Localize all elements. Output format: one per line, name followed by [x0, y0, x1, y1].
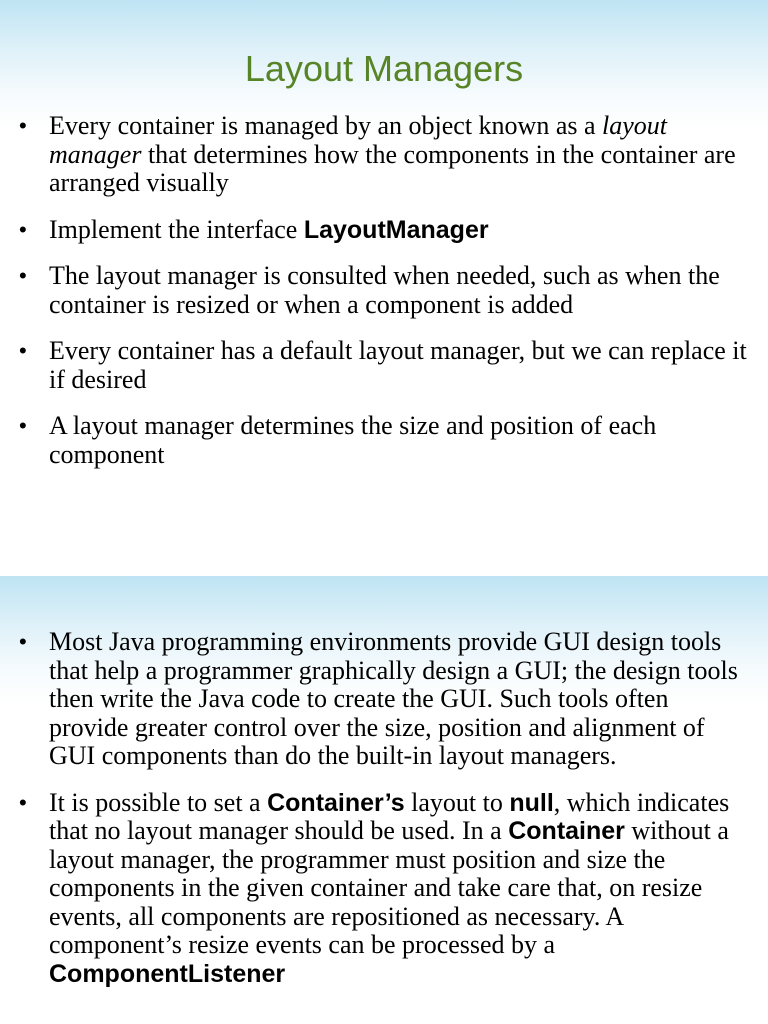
code-term-null: null [509, 788, 554, 817]
slide-gui-design-tools [0, 576, 768, 1024]
bullet-list [0, 112, 768, 487]
bullet-item [0, 628, 768, 771]
bullet-text: Most Java programming environments provide GUI design tools that help a programmer graphically design a GUI; the design tools then write the Java code to create the GUI. Such tools often provide greater control over the size, position and alignment of GUI components than do the built-in layout managers. [49, 627, 738, 770]
bullet-item [0, 412, 768, 469]
code-term-containers: Container’s [267, 788, 405, 817]
bullet-text: Every container has a default layout manager, but we can replace it if desired [49, 336, 747, 394]
bullet-item [0, 337, 768, 394]
bullet-text: Every container is managed by an object known as a [49, 111, 603, 140]
bullet-text: , which indicates that no layout manager should be used. In a [49, 787, 730, 845]
bullet-text: layout to [404, 787, 510, 817]
code-term-layoutmanager: LayoutManager [303, 215, 489, 244]
bullet-item [0, 789, 768, 989]
bullet-item [0, 112, 768, 198]
bullet-text: that determines how the components in the container are arranged visually [49, 139, 736, 197]
term-layout-manager: layout manager [49, 111, 668, 169]
code-term-container: Container [508, 817, 625, 845]
code-term-componentlistener: ComponentListener [49, 959, 286, 988]
bullet-text: It is possible to set a [49, 787, 268, 817]
slide-title: Layout Managers [244, 48, 524, 89]
bullet-text: without a layout manager, the programmer must position and size the components in the given container and take care that, on resize events, all components are repositioned as necessary. A component’s resize events can be processed by a [49, 816, 729, 959]
bullet-item [0, 262, 768, 319]
bullet-text: Implement the interface [49, 214, 304, 244]
bullet-text: The layout manager is consulted when needed, such as when the container is resized or when a component is added [49, 261, 720, 319]
bullet-list [0, 628, 768, 1006]
bullet-text: A layout manager determines the size and position of each component [49, 411, 657, 469]
bullet-item [0, 216, 768, 245]
